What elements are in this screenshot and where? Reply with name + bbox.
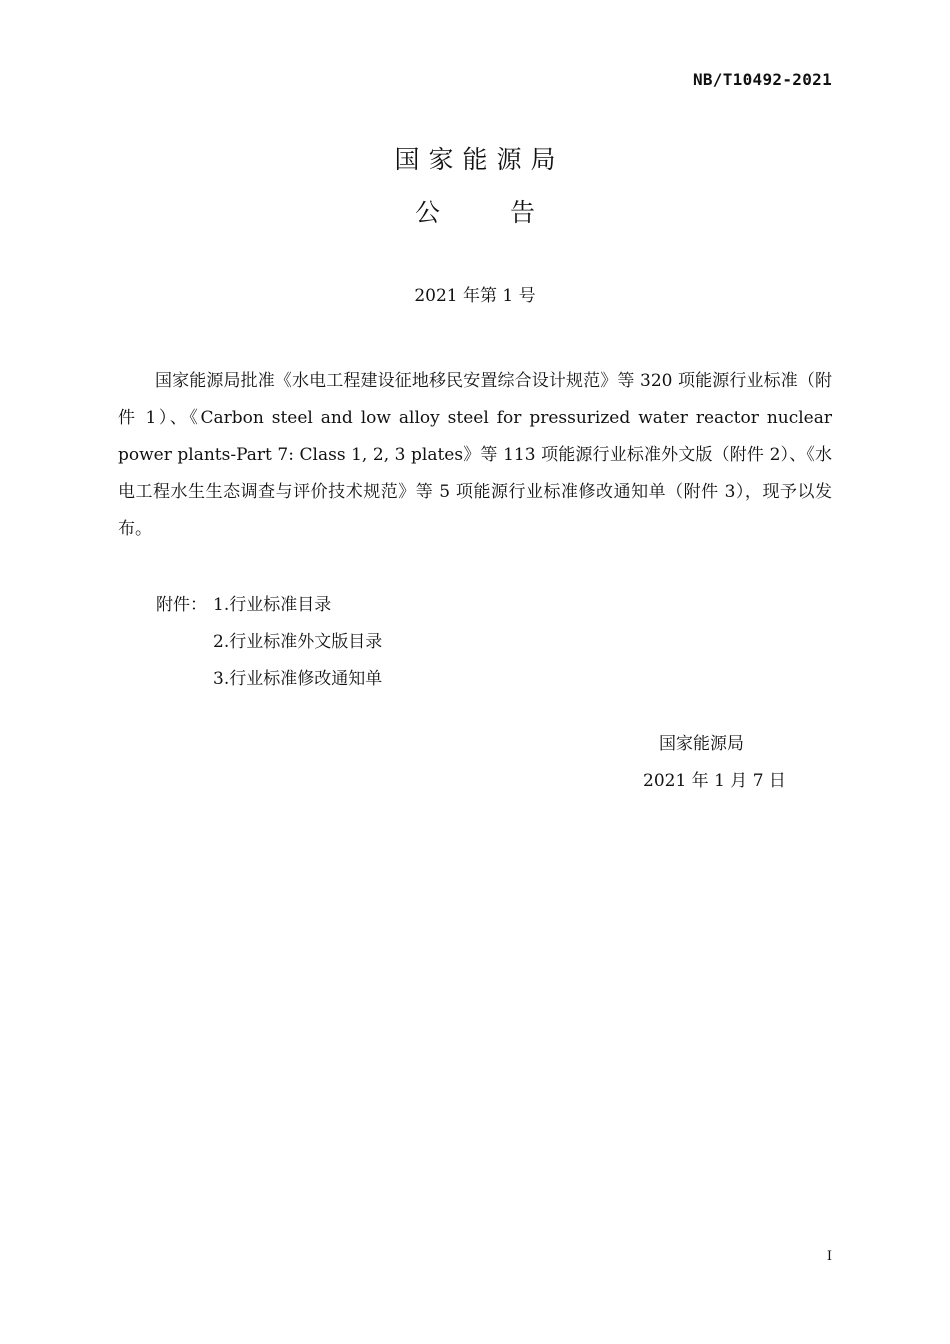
attachment-item [156,587,382,624]
announcement-paragraph: 国家能源局批准《水电工程建设征地移民安置综合设计规范》等 320 项能源行业标准（附件 1）、《Carbon steel and low alloy steel for pressurized water reactor nuclear power plants-Part 7: Class 1, 2, 3 plates》等 113 项能源行业标准外文版（附件 2）、《水电工程水生生态调查与评价技术规范》等 5 项能源行业标准修改通知单（附件 3），现予以发布。 [118,371,832,539]
notice-title: 公告 [414,198,605,227]
attachment-item-label: 2.行业标准外文版目录 [213,632,383,652]
notice-number: 2021 年第 1 号 [414,286,536,306]
attachment-item-label: 1.行业标准目录 [213,595,332,615]
attachment-item-label: 3.行业标准修改通知单 [213,669,383,689]
issuer-title: 国家能源局 [394,145,565,174]
attachments-list [156,587,382,698]
signature-issuer: 国家能源局 [659,734,744,754]
attachment-item [156,624,382,661]
signature-date: 2021 年 1 月 7 日 [643,771,786,791]
page-number: I [826,1249,832,1264]
standard-code: NB/T10492-2021 [692,70,832,89]
attachment-item [156,661,382,698]
attachments-label: 附件： [156,595,207,615]
